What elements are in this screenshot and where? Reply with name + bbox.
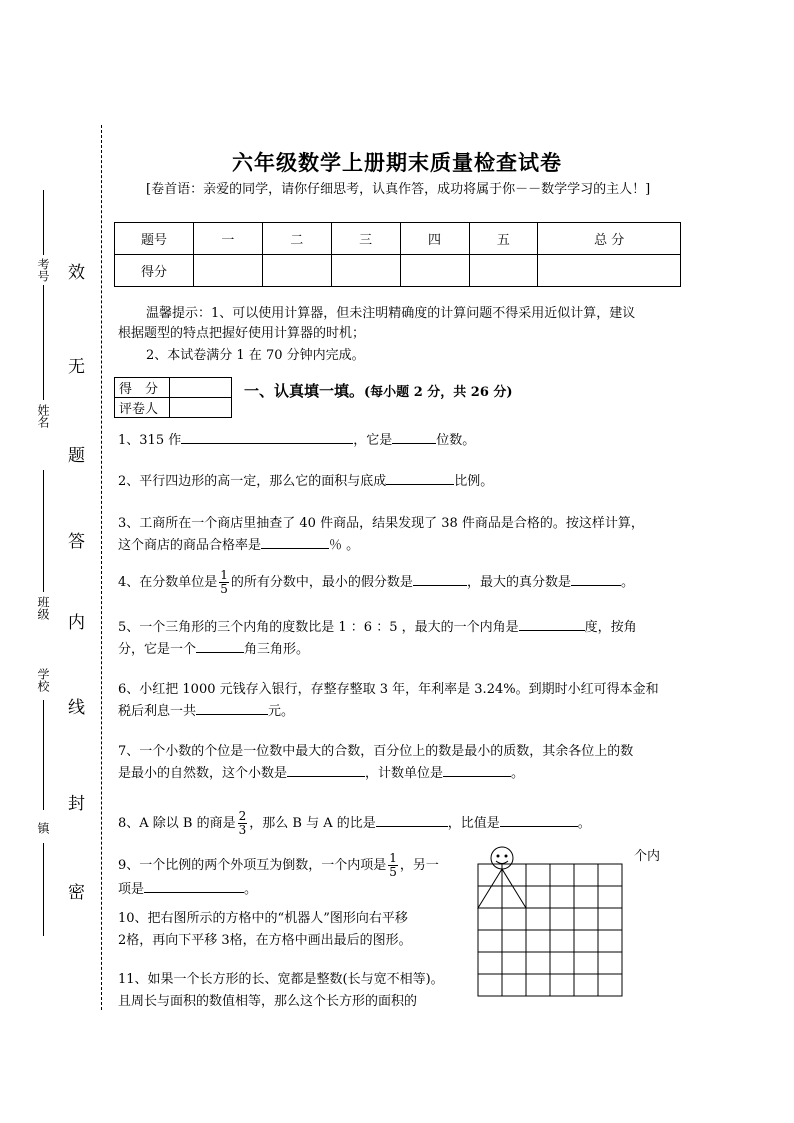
score-cell[interactable] (538, 255, 681, 287)
answer-blank[interactable] (571, 572, 621, 586)
table-cell: 一 (194, 223, 263, 255)
q-text: 4、在分数单位是 (118, 575, 218, 590)
fraction-denominator: 3 (238, 823, 247, 837)
q-text: 。 (244, 882, 258, 897)
table-cell: 二 (262, 223, 331, 255)
class-label: 班级 (36, 596, 50, 620)
q-text: 10、把右图所示的方格中的“机器人”图形向右平移 (118, 911, 408, 926)
grader-table (114, 377, 232, 418)
question-6 (118, 679, 659, 723)
answer-blank[interactable] (376, 813, 448, 827)
score-cell[interactable] (262, 255, 331, 287)
table-cell: 评卷人 (115, 398, 170, 418)
score-table-score-row (115, 255, 681, 287)
answer-blank[interactable] (196, 639, 244, 653)
score-cell[interactable] (331, 255, 400, 287)
q-text: 2、平行四边形的高一定，那么它的面积与底成 (118, 474, 387, 489)
q-text: 且周长与面积的数值相等，那么这个长方形的面积的 (118, 994, 418, 1009)
grader-cell[interactable] (170, 398, 232, 418)
answer-blank[interactable] (519, 617, 585, 631)
q-text: 度，按角 (584, 620, 637, 635)
question-2 (118, 471, 493, 493)
section-heading: 一、认真填一填。 (244, 382, 365, 400)
fraction-numerator: 1 (389, 851, 397, 865)
q-text: 3、工商所在一个商店里抽查了 40 件商品，结果发现了 38 件商品是合格的。按这样计算， (118, 516, 644, 531)
table-cell: 题号 (115, 223, 194, 255)
q-text: 比例。 (454, 474, 494, 489)
q-text: 的所有分数中，最小的假分数是 (230, 575, 413, 590)
page-title: 六年级数学上册期末质量检查试卷 (232, 150, 562, 175)
q9-tail: 个内 (634, 849, 661, 864)
answer-blank[interactable] (443, 763, 511, 777)
school-blank[interactable] (43, 700, 44, 810)
q-text: 是最小的自然数，这个小数是 (118, 766, 288, 781)
seal-char: 题 (68, 446, 85, 466)
tips-line-3: 2、本试卷满分 1 在 70 分钟内完成。 (146, 348, 365, 363)
fraction-denominator: 5 (220, 582, 228, 596)
q-text: ，另一 (399, 858, 439, 873)
fraction-numerator: 1 (220, 568, 228, 582)
score-cell[interactable] (170, 378, 232, 398)
preface: [卷首语：亲爱的同学，请你仔细思考，认真作答，成功将属于你－－数学学习的主人！] (146, 182, 651, 197)
section-title (244, 380, 513, 401)
answer-blank[interactable] (500, 813, 578, 827)
fraction (238, 810, 248, 837)
q-text: 分，它是一个 (118, 642, 197, 657)
seal-char: 效 (68, 263, 85, 283)
exam-number-blank[interactable] (43, 190, 44, 255)
question-11 (118, 969, 444, 1013)
q-text: 元。 (268, 704, 295, 719)
class-blank[interactable] (43, 470, 44, 592)
name-label: 姓名 (36, 404, 50, 428)
table-cell: 四 (400, 223, 469, 255)
seal-char: 线 (68, 698, 85, 718)
q-text: 11、如果一个长方形的长、宽都是整数(长与宽不相等)。 (118, 972, 444, 987)
q-text: 2格，再向下平移 3格，在方格中画出最后的图形。 (118, 933, 412, 948)
question-9 (118, 852, 478, 901)
seal-char: 密 (68, 883, 85, 903)
score-cell[interactable] (469, 255, 538, 287)
exam-number-label: 考号 (36, 258, 50, 282)
table-cell: 五 (469, 223, 538, 255)
q-text: ，那么 B 与 A 的比是 (249, 816, 376, 831)
q-text: ，比值是 (447, 816, 500, 831)
answer-blank[interactable] (413, 572, 467, 586)
score-table (114, 222, 681, 287)
fraction (219, 569, 229, 596)
seal-char: 无 (68, 357, 85, 377)
q-text: 5、一个三角形的三个内角的度数比是 1 ：6 ：5 ，最大的一个内角是 (118, 620, 519, 635)
robot-grid-figure[interactable] (472, 842, 627, 1000)
q-text: 项是 (118, 882, 145, 897)
question-8 (118, 810, 591, 837)
q-text: ％ 。 (329, 538, 360, 553)
name-blank[interactable] (43, 285, 44, 400)
seal-char: 内 (68, 613, 85, 633)
question-4 (118, 569, 634, 596)
score-cell[interactable] (194, 255, 263, 287)
town-blank[interactable] (43, 843, 44, 936)
question-5 (118, 617, 637, 661)
answer-blank[interactable] (181, 430, 353, 444)
table-cell: 三 (331, 223, 400, 255)
q-text: 6、小红把 1000 元钱存入银行，存整存整取 3 年，年利率是 3.24%。到期时小红可得本金和 (118, 682, 659, 697)
q-text: 7、一个小数的个位是一位数中最大的合数，百分位上的数是最小的质数，其余各位上的数 (118, 744, 634, 759)
section-note: (每小题 2 分，共 26 分) (364, 385, 513, 400)
q-text: 。 (577, 816, 591, 831)
question-7 (118, 741, 633, 785)
q-text: 1、315 作 (118, 433, 182, 448)
fraction-denominator: 5 (389, 865, 397, 879)
score-cell[interactable] (400, 255, 469, 287)
fraction-numerator: 2 (238, 809, 247, 823)
answer-blank[interactable] (196, 701, 268, 715)
tips-line-2: 根据题型的特点把握好使用计算器的时机； (118, 326, 366, 341)
town-label: 镇 (36, 822, 50, 834)
question-1 (118, 430, 475, 452)
q-text: 角三角形。 (244, 642, 310, 657)
school-label: 学校 (36, 668, 50, 692)
q-text: 8、A 除以 B 的商是 (118, 816, 236, 831)
q-text: 。 (620, 575, 634, 590)
answer-blank[interactable] (144, 879, 244, 893)
q-text: ，最大的真分数是 (466, 575, 571, 590)
table-cell: 得 分 (115, 378, 170, 398)
answer-blank[interactable] (392, 430, 436, 444)
seal-char: 答 (68, 532, 85, 552)
answer-blank[interactable] (386, 471, 454, 485)
question-10 (118, 908, 412, 952)
tips-line-1: 温馨提示：1、可以使用计算器，但未注明精确度的计算问题不得采用近似计算，建议 (146, 306, 636, 321)
fraction (388, 852, 398, 879)
score-table-header-row (115, 223, 681, 255)
q-text: 9、一个比例的两个外项互为倒数，一个内项是 (118, 858, 387, 873)
question-3 (118, 513, 644, 557)
q-text: 税后利息一共 (118, 704, 197, 719)
q-text: ，计数单位是 (365, 766, 444, 781)
q-text: 位数。 (436, 433, 476, 448)
answer-blank[interactable] (287, 763, 365, 777)
table-cell: 总 分 (538, 223, 681, 255)
table-cell: 得分 (115, 255, 194, 287)
seal-char: 封 (68, 794, 85, 814)
grid (478, 864, 622, 996)
q-text: ，它是 (353, 433, 393, 448)
q-text: 。 (511, 766, 525, 781)
answer-blank[interactable] (261, 535, 329, 549)
binding-dashed-line (101, 125, 102, 1010)
q-text: 这个商店的商品合格率是 (118, 538, 262, 553)
